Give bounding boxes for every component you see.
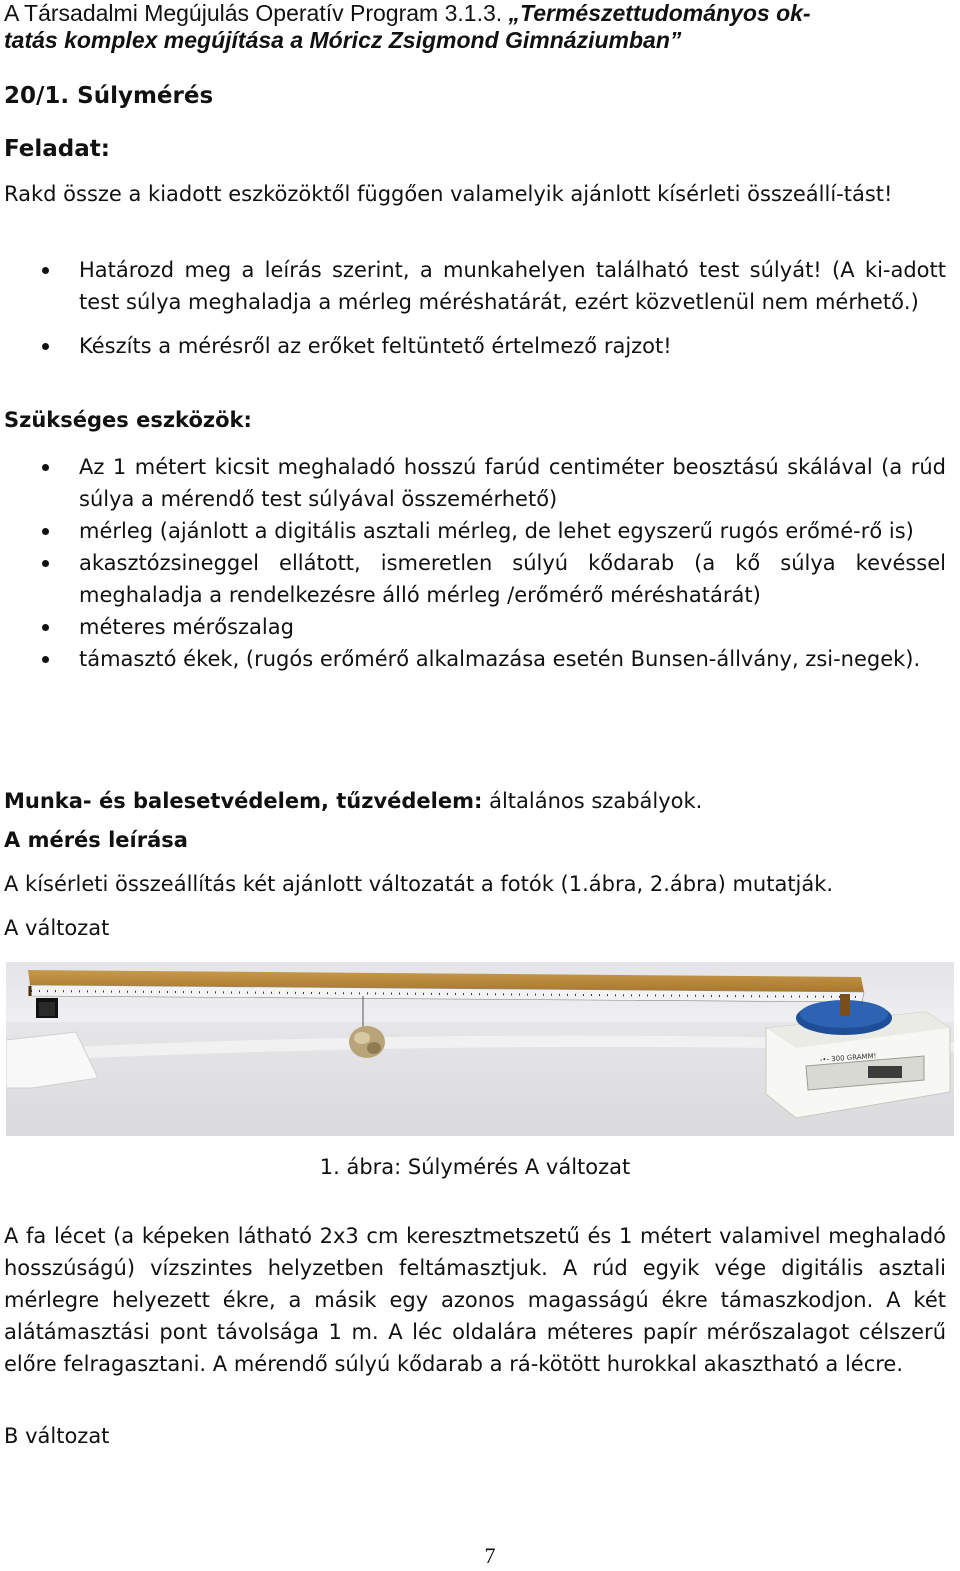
tool-item-rod: Az 1 métert kicsit meghaladó hosszú farúd centiméter beosztású skálával (a rúd súlya a mérendő test súlyával összemérhető)	[79, 455, 946, 511]
list-item	[0, 330, 946, 362]
scale-label-text: -•- 300 GRAMM!	[819, 1052, 877, 1064]
tool-item-tape: méteres mérőszalag	[79, 615, 294, 639]
figure-1-photo	[6, 962, 954, 1136]
list-item	[0, 254, 946, 318]
tool-item-scale: mérleg (ajánlott a digitális asztali mérleg, de lehet egyszerű rugós erőmé-rő is)	[79, 519, 914, 543]
task-bullet-2: Készíts a mérésről az erőket feltüntető értelmező rajzot!	[79, 334, 672, 358]
bullet-icon	[42, 343, 49, 350]
safety-text: általános szabályok.	[482, 789, 703, 813]
variant-a-description: A fa lécet (a képeken látható 2x3 cm keresztmetszetű és 1 métert valamivel meghaladó hosszúságú) vízszintes helyzetben feltámasztjuk. A rúd egyik vége digitális asztali mérlegre helyezett ékre, a másik egy azonos magasságú ékre támaszkodjon. A két alátámasztási pont távolsága 1 m. A léc oldalára méteres papír mérőszalagot célszerű előre felragasztani. A mérendő súlyú kődarab a rá-kötött hurokkal akasztható a lécre.	[4, 1224, 946, 1376]
bullet-icon	[42, 464, 49, 471]
tools-list	[0, 451, 946, 675]
header-project-title-part1: „Természettudományos ok-	[508, 0, 811, 26]
description-intro: A kísérleti összeállítás két ajánlott változatát a fotók (1.ábra, 2.ábra) mutatják.	[4, 872, 834, 896]
tools-heading: Szükséges eszközök:	[4, 408, 252, 432]
task-title: 20/1. Súlymérés	[4, 83, 214, 109]
task-bullet-list	[0, 254, 946, 362]
task-bullet-1: Határozd meg a leírás szerint, a munkahelyen található test súlyát! (A ki-adott test súlya meghaladja a mérleg méréshatárát, ezért közvetlenül nem mérhető.)	[79, 258, 946, 314]
bullet-icon	[42, 267, 49, 274]
bullet-icon	[42, 528, 49, 535]
list-item	[0, 643, 946, 675]
safety-label: Munka- és balesetvédelem, tűzvédelem:	[4, 789, 483, 813]
bullet-icon	[42, 656, 49, 663]
experiment-setup-image	[6, 962, 954, 1136]
list-item	[0, 547, 946, 611]
feladat-heading: Feladat:	[4, 136, 110, 162]
header-project-title-part2: tatás komplex megújítása a Móricz Zsigmond Gimnáziumban”	[4, 27, 682, 53]
variant-a-label: A változat	[4, 916, 110, 940]
list-item	[0, 611, 946, 643]
task-intro: Rakd össze a kiadott eszközöktől függően valamelyik ajánlott kísérleti összeállí-tást!	[4, 182, 893, 206]
page-number: 7	[484, 1543, 496, 1568]
list-item	[0, 515, 946, 547]
bullet-icon	[42, 624, 49, 631]
header-program-text: A Társadalmi Megújulás Operatív Program 3.1.3.	[4, 0, 509, 26]
tool-item-wedges: támasztó ékek, (rugós erőmérő alkalmazása esetén Bunsen-állvány, zsi-negek).	[79, 647, 921, 671]
variant-b-label: B változat	[4, 1424, 110, 1448]
header-line-1	[4, 0, 811, 27]
tool-item-stone: akasztózsineggel ellátott, ismeretlen súlyú kődarab (a kő súlya kevéssel meghaladja a rendelkezésre álló mérleg /erőmérő méréshatárát)	[79, 551, 946, 607]
safety-line	[4, 789, 702, 813]
description-heading: A mérés leírása	[4, 828, 188, 852]
figure-1-caption: 1. ábra: Súlymérés A változat	[319, 1155, 631, 1179]
list-item	[0, 451, 946, 515]
bullet-icon	[42, 560, 49, 567]
header-line-2	[4, 27, 681, 54]
